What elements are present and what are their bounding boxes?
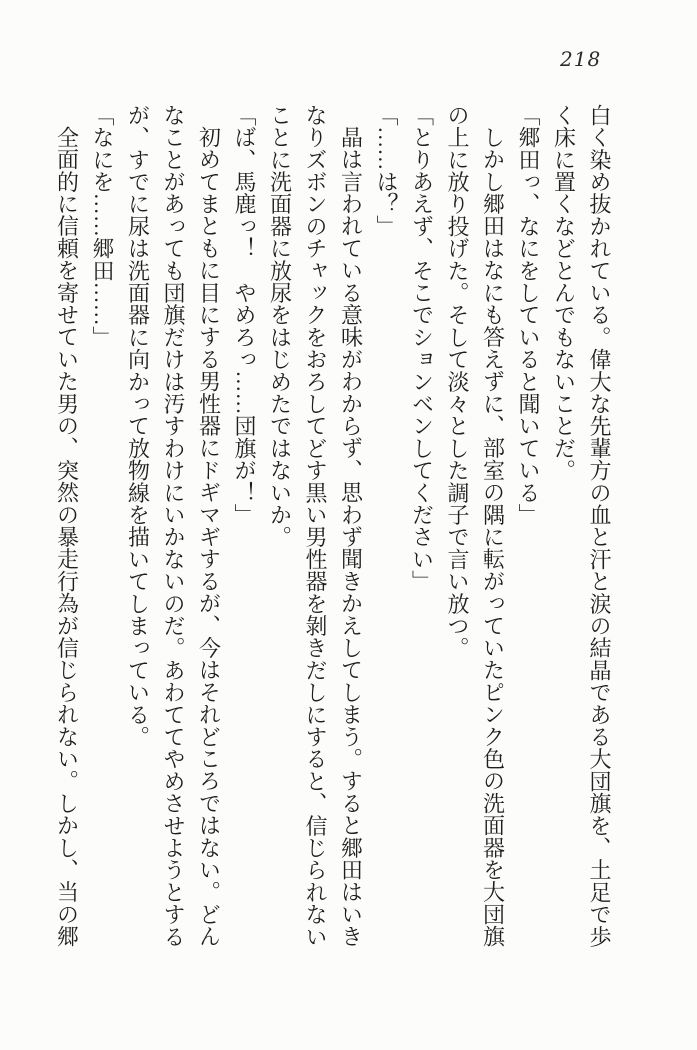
paragraph: 「……は？」 <box>374 104 399 238</box>
paragraph: 晶は言われている意味がわからず、思わず聞きかえしてしまう。すると郷田はいきなりズボンのチャックをおろしてどす黒い男性器を剝きだしにすると、信じられないことに洗面器に放尿をはじめたではないか。 <box>267 104 364 948</box>
paragraph: 白く染め抜かれている。偉大な先輩方の血と汗と涙の結晶である大団旗を、土足で歩く床に置くなどとんでもないことだ。 <box>551 104 612 948</box>
paragraph: 初めてまともに目にする男性器にドギマギするが、今はそれどころではない。どんなことがあっても団旗だけは汚すわけにいかないのだ。あわててやめさせようとするが、すでに尿は洗面器に向かって放物線を描いてしまっている。 <box>125 104 222 948</box>
paragraph: 「とりあえず、そこでションベンしてください」 <box>409 104 435 593</box>
paragraph: 「ば、馬鹿っ！ やめろっ……団旗が！」 <box>232 104 257 526</box>
paragraph: 「なにを……郷田……」 <box>90 104 115 349</box>
paragraph: しかし郷田はなにも答えずに、部室の隅に転がっていたピンク色の洗面器を大団旗の上に放り投げた。そして淡々とした調子で言い放つ。 <box>445 104 506 948</box>
page-number: 218 <box>560 47 602 71</box>
text-body <box>49 104 617 952</box>
paragraph: 「郷田っ、なにをしていると聞いている」 <box>516 104 541 526</box>
paragraph: 全面的に信頼を寄せていた男の、突然の暴走行為が信じられない。しかし、当の郷 <box>54 126 80 948</box>
